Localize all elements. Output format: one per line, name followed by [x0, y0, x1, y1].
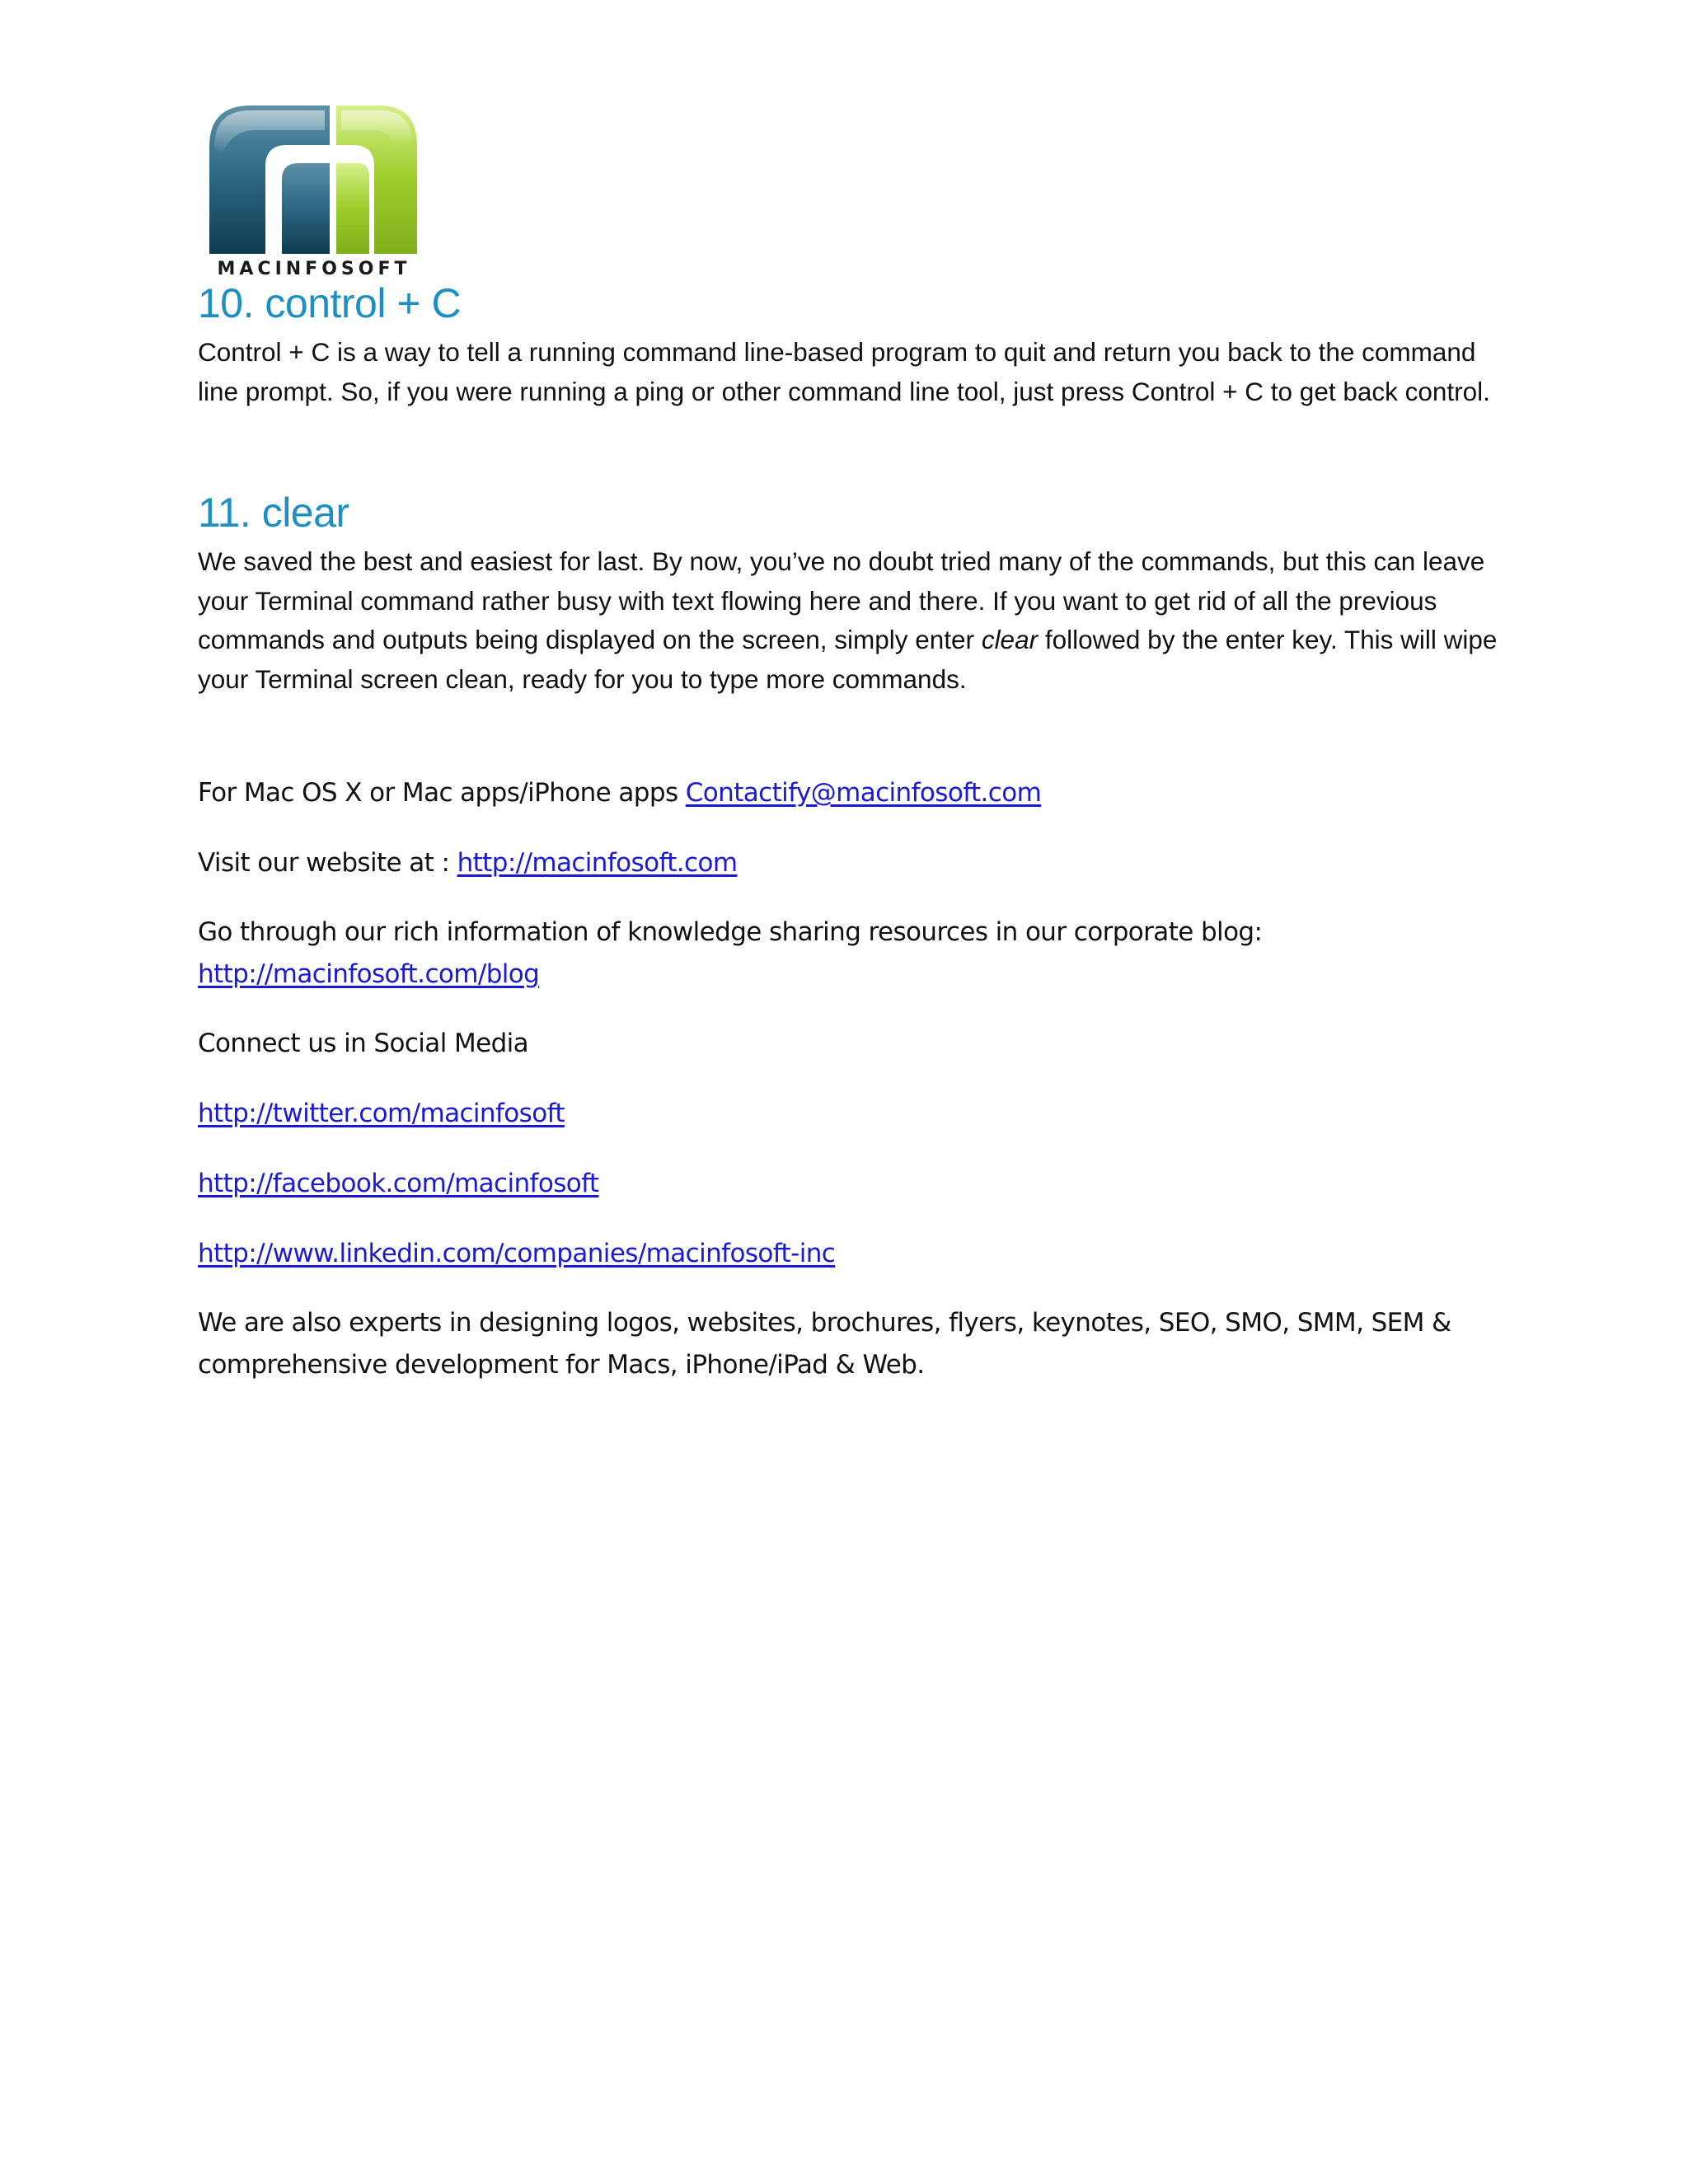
section-paragraph [198, 542, 1517, 699]
macinfosoft-logo [206, 97, 422, 280]
blog-link[interactable]: http://macinfosoft.com/blog [198, 959, 540, 989]
experts-text-line-2: comprehensive development for Macs, iPhone/iPad & Web. [198, 1350, 925, 1380]
website-text: Visit our website at : [198, 848, 457, 878]
linkedin-link[interactable]: http://www.linkedin.com/companies/macinfosoft-inc [198, 1239, 836, 1268]
apps-contact-line [198, 778, 1041, 808]
logo-wordmark: MACINFOSOFT [217, 259, 411, 279]
linkedin-line [198, 1239, 835, 1268]
apps-contact-text: For Mac OS X or Mac apps/iPhone apps [198, 778, 686, 808]
paragraph-text: followed by the enter key. This will wipe your Terminal screen clean, ready for you to type more commands. [198, 625, 1498, 694]
logo-mark-icon [206, 97, 422, 262]
paragraph-text: We saved the best and easiest for last. By now, you’ve no doubt tried many of the commands, but this can leave your Terminal command rather busy with text flowing here and there. If you want to get rid of all the previous commands and outputs being displayed on the screen, simply enter [198, 546, 1485, 654]
blog-text: Go through our rich information of knowledge sharing resources in our corporate blog: [198, 917, 1263, 947]
facebook-link[interactable]: http://facebook.com/macinfosoft [198, 1169, 599, 1198]
experts-text-line-1: We are also experts in designing logos, websites, brochures, flyers, keynotes, SEO, SMO, SMM, SEM & [198, 1308, 1451, 1338]
section-control-c [198, 279, 1517, 411]
email-link[interactable]: Contactify@macinfosoft.com [685, 778, 1042, 808]
social-media-text: Connect us in Social Media [198, 1029, 529, 1058]
section-heading: 11. clear [198, 490, 349, 536]
section-heading: 10. control + C [198, 280, 462, 326]
twitter-line [198, 1099, 565, 1128]
website-line [198, 848, 737, 878]
section-paragraph: Control + C is a way to tell a running command line-based program to quit and return you back to the command line prompt. So, if you were running a ping or other command line tool, just press Control + C to get back control. [198, 337, 1490, 406]
command-emphasis: clear [981, 625, 1039, 654]
section-clear [198, 488, 1517, 699]
facebook-line [198, 1169, 598, 1198]
website-link[interactable]: http://macinfosoft.com [457, 848, 738, 878]
twitter-link[interactable]: http://twitter.com/macinfosoft [198, 1099, 565, 1128]
blog-line [198, 959, 539, 989]
